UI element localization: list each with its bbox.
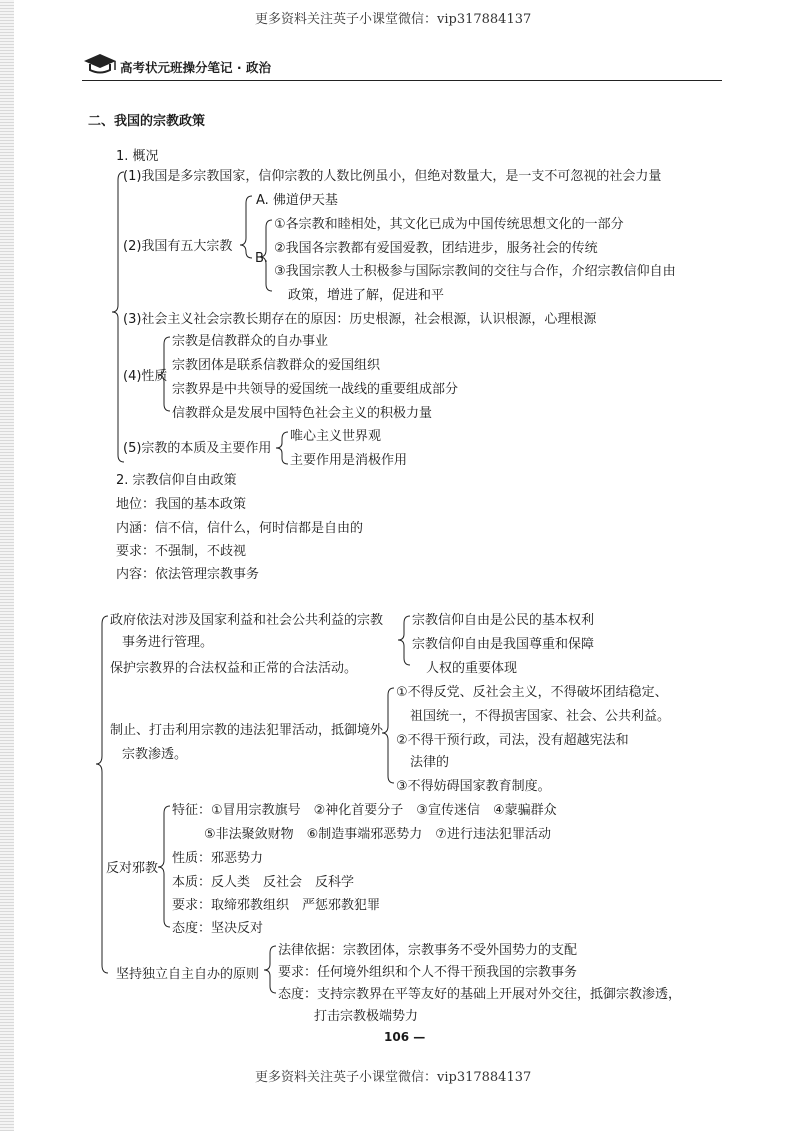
p1-item-5-label: (5)宗教的本质及主要作用 xyxy=(123,441,272,456)
p3-e-2: 要求：任何境外组织和个人不得干预我国的宗教事务 xyxy=(278,965,578,980)
bracket-a-right xyxy=(398,616,410,665)
p1-item-1: (1)我国是多宗教国家，信仰宗教的人数比例虽小，但绝对数量大，是一支不可忽视的社会力量 xyxy=(123,169,662,184)
p1-essence-1: 唯心主义世界观 xyxy=(290,429,382,444)
p1-b3b: 政策，增进了解，促进和平 xyxy=(288,288,445,303)
p3-d-1: 特征：①冒用宗教旗号 ②神化首要分子 ③宣传迷信 ④蒙骗群众 xyxy=(172,803,557,818)
bracket-e xyxy=(264,946,276,993)
p3-a-right-2: 宗教信仰自由是我国尊重和保障 xyxy=(412,637,595,652)
p3-a2: 事务进行管理。 xyxy=(122,635,214,650)
p3-e-3: 态度：支持宗教界在平等友好的基础上开展对外交往，抵御宗教渗透， xyxy=(278,987,682,1002)
p3-e-4: 打击宗教极端势力 xyxy=(314,1009,419,1024)
p1-essence-2: 主要作用是消极作用 xyxy=(290,453,408,468)
p3-d-6: 态度：坚决反对 xyxy=(172,921,264,936)
watermark-top: 更多资料关注英子小课堂微信：vip317884137 xyxy=(255,12,532,27)
p1-religion-b-label: B. xyxy=(255,251,269,266)
part2-title: 2. 宗教信仰自由政策 xyxy=(116,473,237,488)
p3-d-5: 要求：取缔邪教组织 严惩邪教犯罪 xyxy=(172,898,381,913)
p2-line-2: 内涵：信不信，信什么，何时信都是自由的 xyxy=(116,521,364,536)
p1-b3a: ③我国宗教人士积极参与国际宗教间的交往与合作，介绍宗教信仰自由 xyxy=(274,264,676,279)
p3-d-label: 反对邪教 xyxy=(106,861,159,876)
p3-c-right-2: 祖国统一，不得损害国家、社会、公共利益。 xyxy=(410,709,671,724)
p3-a1: 政府依法对涉及国家利益和社会公共利益的宗教 xyxy=(110,613,384,628)
p3-c-right-4: 法律的 xyxy=(410,755,450,770)
bracket-essence xyxy=(276,432,288,464)
p3-c-right-5: ③不得妨碍国家教育制度。 xyxy=(396,779,551,794)
p1-b2: ②我国各宗教都有爱国爱教，团结进步，服务社会的传统 xyxy=(274,241,598,256)
part1-title: 1. 概况 xyxy=(116,149,159,164)
p3-b: 保护宗教界的合法权益和正常的合法活动。 xyxy=(110,661,358,676)
p3-e-label: 坚持独立自主自办的原则 xyxy=(116,967,260,982)
p1-item-4-label: (4)性质 xyxy=(123,369,168,384)
p1-nature-3: 宗教界是中共领导的爱国统一战线的重要组成部分 xyxy=(172,382,459,397)
p3-c-right-1: ①不得反党、反社会主义，不得破坏团结稳定、 xyxy=(396,685,668,700)
page-number: 106 — xyxy=(384,1030,426,1044)
watermark-bottom: 更多资料关注英子小课堂微信：vip317884137 xyxy=(255,1070,532,1085)
section-title: 二、我国的宗教政策 xyxy=(88,114,206,129)
p3-a-right-3: 人权的重要体现 xyxy=(426,661,518,676)
p3-a-right-1: 宗教信仰自由是公民的基本权利 xyxy=(412,613,595,628)
p3-c-right-3: ②不得干预行政，司法，没有超越宪法和 xyxy=(396,733,629,748)
p2-line-4: 内容：依法管理宗教事务 xyxy=(116,567,260,582)
p3-c2: 宗教渗透。 xyxy=(122,747,188,762)
p3-d-2: ⑤非法聚敛财物 ⑥制造事端邪恶势力 ⑦进行违法犯罪活动 xyxy=(204,827,551,842)
bracket-d xyxy=(158,806,170,927)
p1-religion-a: A. 佛道伊天基 xyxy=(256,193,338,208)
p1-b1: ①各宗教和睦相处，其文化已成为中国传统思想文化的一部分 xyxy=(274,217,624,232)
p1-nature-1: 宗教是信教群众的自办事业 xyxy=(172,334,329,349)
p3-d-4: 本质：反人类 反社会 反科学 xyxy=(172,875,355,890)
bracket-nature xyxy=(158,337,170,411)
bracket-p3-main xyxy=(96,616,108,973)
header-title: 高考状元班操分笔记 · 政治 xyxy=(120,60,271,75)
bracket-c-right xyxy=(382,688,394,783)
p3-d-3: 性质：邪恶势力 xyxy=(172,851,264,866)
p1-nature-4: 信教群众是发展中国特色社会主义的积极力量 xyxy=(172,406,433,421)
bracket-p1-main xyxy=(112,172,124,462)
bracket-religions xyxy=(240,196,252,258)
p1-item-2-label: (2)我国有五大宗教 xyxy=(123,239,233,254)
p3-c1: 制止、打击利用宗教的违法犯罪活动，抵御境外 xyxy=(110,723,384,738)
p3-e-1: 法律依据：宗教团体，宗教事务不受外国势力的支配 xyxy=(278,943,578,958)
p1-nature-2: 宗教团体是联系信教群众的爱国组织 xyxy=(172,358,381,373)
p1-item-3: (3)社会主义社会宗教长期存在的原因：历史根源，社会根源，认识根源，心理根源 xyxy=(123,312,597,327)
bracket-b xyxy=(260,220,272,291)
p2-line-3: 要求：不强制，不歧视 xyxy=(116,544,247,559)
p2-line-1: 地位：我国的基本政策 xyxy=(116,497,247,512)
